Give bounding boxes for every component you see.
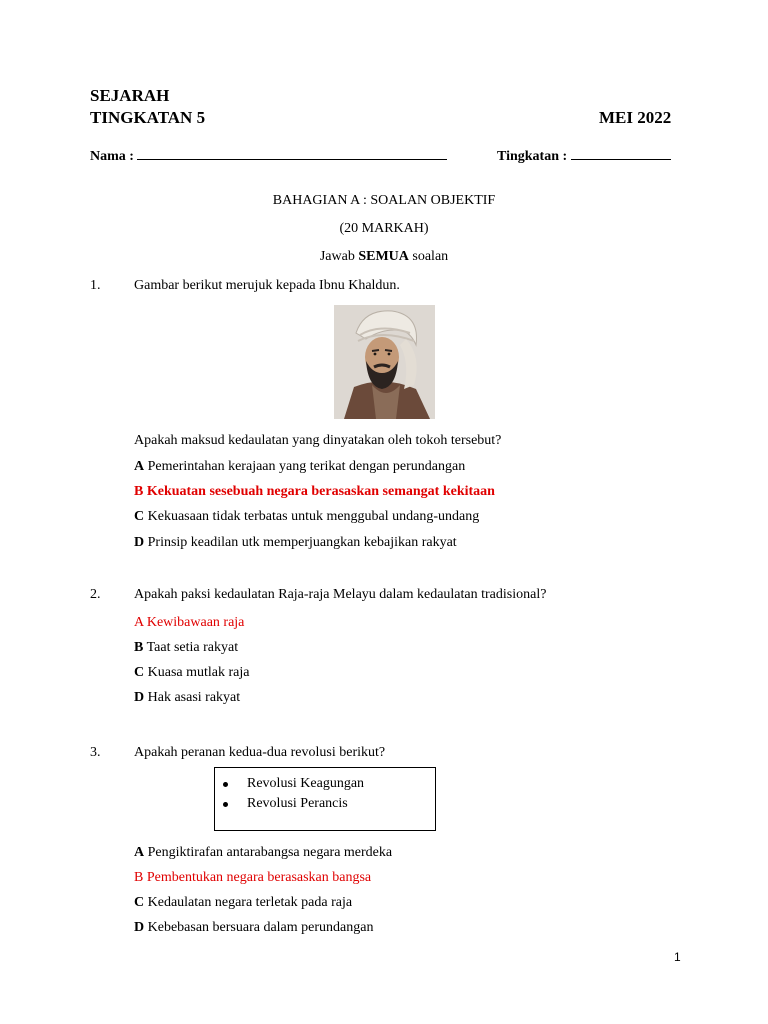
q1-option-c: C Kekuasaan tidak terbatas untuk menggubal undang-undang: [134, 509, 480, 524]
box-item: Revolusi Keagungan: [247, 776, 364, 792]
revolution-list-box: [214, 767, 436, 831]
exam-date: MEI 2022: [599, 108, 672, 127]
q2-stem: Apakah paksi kedaulatan Raja-raja Melayu dalam kedaulatan tradisional?: [134, 587, 547, 602]
form-title: TINGKATAN 5: [90, 108, 206, 127]
q1-option-b: B Kekuatan sesebuah negara berasaskan semangat kekitaan: [134, 484, 495, 499]
q2-option-c: C Kuasa mutlak raja: [134, 665, 250, 680]
q3-option-d: D Kebebasan bersuara dalam perundangan: [134, 920, 374, 935]
bullet-icon: [223, 782, 228, 787]
section-marks: (20 MARKAH): [339, 221, 429, 236]
section-title: BAHAGIAN A : SOALAN OBJEKTIF: [272, 193, 496, 208]
class-label: Tingkatan :: [497, 149, 568, 164]
q3-option-b: B Pembentukan negara berasaskan bangsa: [134, 870, 372, 885]
q1-stem: Gambar berikut merujuk kepada Ibnu Khaldun.: [134, 278, 400, 293]
q3-option-a: A Pengiktirafan antarabangsa negara merdeka: [134, 845, 393, 860]
page-number: 1: [674, 950, 681, 964]
q2-option-a: A Kewibawaan raja: [134, 615, 245, 630]
q3-stem: Apakah peranan kedua-dua revolusi berikut?: [134, 745, 386, 760]
q2-option-b: B Taat setia rakyat: [134, 640, 239, 655]
class-field: [497, 147, 671, 165]
q2-number: 2.: [90, 587, 101, 602]
box-item: Revolusi Perancis: [247, 796, 348, 812]
ibnu-khaldun-portrait: [334, 305, 435, 419]
name-field: [90, 147, 447, 165]
q1-prompt: Apakah maksud kedaulatan yang dinyatakan oleh tokoh tersebut?: [134, 433, 502, 448]
q3-option-c: C Kedaulatan negara terletak pada raja: [134, 895, 353, 910]
bullet-icon: [223, 802, 228, 807]
subject-title: SEJARAH: [90, 86, 170, 105]
q1-option-a: A Pemerintahan kerajaan yang terikat dengan perundangan: [134, 459, 466, 474]
q1-number: 1.: [90, 278, 101, 293]
name-label: Nama :: [90, 149, 134, 164]
section-instruction: Jawab SEMUA soalan: [319, 249, 449, 264]
q2-option-d: D Hak asasi rakyat: [134, 690, 241, 705]
name-blank: [137, 147, 447, 160]
q1-option-d: D Prinsip keadilan utk memperjuangkan kebajikan rakyat: [134, 535, 457, 550]
q3-number: 3.: [90, 745, 101, 760]
class-blank: [571, 147, 671, 160]
